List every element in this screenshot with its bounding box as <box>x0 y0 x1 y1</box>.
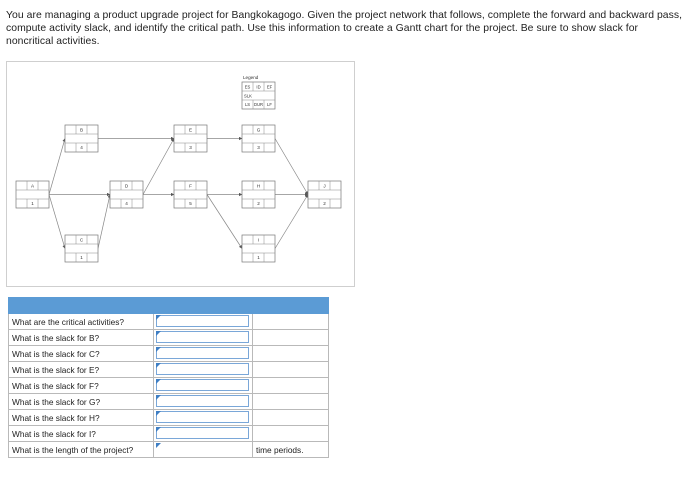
activity-duration: 2 <box>323 201 326 206</box>
activity-duration: 5 <box>189 201 192 206</box>
activity-node-h <box>242 181 275 208</box>
activity-duration: 4 <box>125 201 128 206</box>
activity-node-d <box>110 181 143 208</box>
table-row <box>9 378 329 394</box>
question-label: What is the slack for B? <box>9 330 154 346</box>
answer-cell <box>154 410 253 426</box>
activity-duration: 2 <box>257 201 260 206</box>
legend-title: Legend <box>243 75 259 80</box>
question-label: What is the slack for F? <box>9 378 154 394</box>
activity-duration: 3 <box>257 145 260 150</box>
question-label: What are the critical activities? <box>9 314 154 330</box>
answer-input[interactable] <box>156 427 249 439</box>
answer-cell <box>154 330 253 346</box>
question-label: What is the slack for C? <box>9 346 154 362</box>
activity-id: I <box>257 237 260 243</box>
question-label: What is the slack for E? <box>9 362 154 378</box>
answer-input[interactable] <box>156 331 249 343</box>
activity-id: G <box>256 127 261 133</box>
activity-node-f <box>174 181 207 208</box>
table-row <box>9 314 329 330</box>
diagram-frame <box>7 62 355 287</box>
answer-input[interactable] <box>156 411 249 423</box>
answer-input[interactable] <box>156 363 249 375</box>
activity-id: C <box>79 237 84 243</box>
activity-id: J <box>323 183 326 189</box>
legend-label: ES <box>244 84 251 90</box>
question-label: What is the slack for H? <box>9 410 154 426</box>
legend-label: LS <box>244 102 251 107</box>
header-cell-answer <box>154 298 253 314</box>
table-row <box>9 442 329 458</box>
activity-duration: 4 <box>80 145 83 150</box>
activity-id: B <box>79 127 84 133</box>
activity-node-b <box>65 125 98 152</box>
question-label: What is the slack for I? <box>9 426 154 442</box>
table-row <box>9 426 329 442</box>
answer-input[interactable] <box>156 395 249 407</box>
unit-cell <box>253 426 329 442</box>
legend-label: SLK <box>244 93 252 99</box>
unit-cell <box>253 346 329 362</box>
question-prompt: You are managing a product upgrade project for Bangkokagogo. Given the project network that follows, complete the forward and backward pass, compute activity slack, and identify the critical path. Use this information to create a Gantt chart for the project. Be sure to show slack for noncritical activities. <box>6 10 683 47</box>
table-row <box>9 394 329 410</box>
answer-input[interactable] <box>156 379 249 391</box>
activity-duration: 1 <box>31 201 34 206</box>
activity-id: E <box>188 127 193 133</box>
unit-cell <box>253 362 329 378</box>
table-row <box>9 330 329 346</box>
header-cell-question <box>9 298 154 314</box>
activity-node-j <box>308 181 341 208</box>
unit-cell <box>253 330 329 346</box>
activity-duration: 1 <box>257 255 260 260</box>
answer-cell <box>154 378 253 394</box>
answer-input[interactable] <box>156 443 249 455</box>
project-network-diagram <box>6 61 355 287</box>
legend-label: EF <box>266 84 273 90</box>
legend-label: ID <box>256 84 261 90</box>
unit-cell <box>253 314 329 330</box>
activity-id: D <box>124 183 129 189</box>
table-row <box>9 346 329 362</box>
answer-cell <box>154 394 253 410</box>
answer-cell <box>154 442 253 458</box>
answer-cell <box>154 314 253 330</box>
activity-duration: 3 <box>189 145 192 150</box>
activity-node-a <box>16 181 49 208</box>
table-row <box>9 362 329 378</box>
answer-input[interactable] <box>156 315 249 327</box>
activity-id: F <box>189 183 192 189</box>
legend-label: LF <box>267 102 272 107</box>
unit-cell <box>253 410 329 426</box>
answer-table <box>8 297 329 458</box>
answer-table-header <box>9 298 329 314</box>
activity-duration: 1 <box>80 255 83 260</box>
activity-id: A <box>30 183 35 189</box>
answer-cell <box>154 346 253 362</box>
table-row <box>9 410 329 426</box>
unit-cell <box>253 378 329 394</box>
answer-cell <box>154 426 253 442</box>
unit-cell <box>253 394 329 410</box>
legend-label: DUR <box>253 102 264 107</box>
unit-label: time periods. <box>253 442 329 458</box>
activity-id: H <box>256 183 261 189</box>
activity-node-i <box>242 235 275 262</box>
header-cell-unit <box>253 298 329 314</box>
question-label: What is the length of the project? <box>9 442 154 458</box>
answer-input[interactable] <box>156 347 249 359</box>
activity-node-e <box>174 125 207 152</box>
answer-cell <box>154 362 253 378</box>
question-label: What is the slack for G? <box>9 394 154 410</box>
activity-node-c <box>65 235 98 262</box>
activity-node-g <box>242 125 275 152</box>
